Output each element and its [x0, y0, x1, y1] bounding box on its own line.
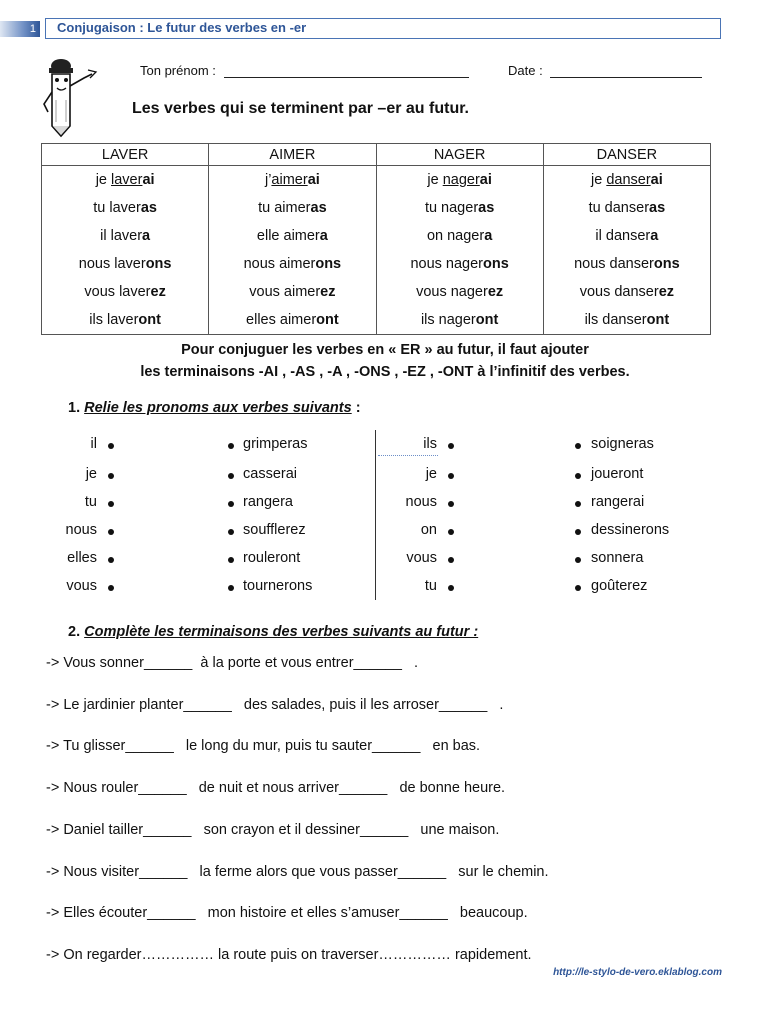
cell-prefix: ils nager — [420, 312, 476, 328]
cell-ending: a — [484, 228, 493, 244]
table-cell — [543, 194, 710, 222]
verb-left: rouleront — [243, 550, 301, 566]
table-row — [42, 278, 711, 306]
exercise-2-number: 2. — [68, 624, 81, 640]
exercise-sentence[interactable]: -> Daniel tailler______ son crayon et il dessiner______ une maison. — [46, 821, 500, 838]
table-row — [42, 250, 711, 278]
pencil-mascot-illustration — [40, 52, 98, 138]
cell-prefix: tu aimer — [258, 200, 311, 216]
cell-ending: as — [649, 200, 666, 216]
table-cell — [376, 278, 543, 306]
link-dot[interactable] — [575, 473, 581, 479]
verb-left: casserai — [243, 466, 297, 482]
link-dot[interactable] — [448, 585, 454, 591]
verb-left: grimperas — [243, 436, 308, 452]
cell-prefix: il laver — [100, 228, 143, 244]
cell-prefix: il danser — [595, 228, 651, 244]
table-cell — [209, 278, 376, 306]
cell-prefix: vous laver — [84, 284, 151, 300]
cell-prefix: vous nager — [416, 284, 488, 300]
verb-right: goûterez — [591, 578, 648, 594]
link-dot[interactable] — [228, 501, 234, 507]
exercise-sentence[interactable]: -> Le jardinier planter______ des salades, puis il les arroser______ . — [46, 696, 504, 713]
link-dot[interactable] — [228, 585, 234, 591]
link-dot[interactable] — [228, 443, 234, 449]
pronoun-left: vous — [66, 578, 97, 594]
link-dot[interactable] — [448, 501, 454, 507]
table-header: DANSER — [543, 144, 710, 166]
table-cell — [543, 166, 710, 195]
table-cell — [543, 250, 710, 278]
section-heading: Les verbes qui se terminent par –er au futur. — [132, 100, 469, 117]
cell-stem: aimer — [271, 172, 308, 188]
cell-ending: ai — [479, 172, 492, 188]
exercise-sentence[interactable]: -> Vous sonner______ à la porte et vous entrer______ . — [46, 655, 419, 671]
table-row — [42, 194, 711, 222]
cell-prefix: nous laver — [78, 256, 146, 272]
pronoun-left: il — [90, 436, 97, 452]
footer-url[interactable]: http://le-stylo-de-vero.eklablog.com — [553, 967, 722, 978]
rule-line-1: Pour conjuguer les verbes en « ER » au futur, il faut ajouter — [181, 342, 589, 358]
link-dot[interactable] — [575, 501, 581, 507]
cell-prefix: elle aimer — [256, 228, 320, 244]
cell-ending: ont — [138, 312, 161, 328]
cell-ending: ont — [316, 312, 339, 328]
table-cell — [543, 222, 710, 250]
link-dot[interactable] — [448, 529, 454, 535]
link-dot[interactable] — [108, 501, 114, 507]
date-label: Date : — [508, 63, 543, 78]
table-header: LAVER — [42, 144, 209, 166]
pronoun-left: je — [85, 466, 97, 482]
verb-right: sonnera — [591, 550, 644, 566]
cell-ending: a — [142, 228, 151, 244]
table-cell — [376, 306, 543, 335]
exercise-2-heading — [68, 624, 478, 640]
cell-ending: ai — [650, 172, 663, 188]
cell-prefix: tu danser — [588, 200, 650, 216]
exercise-2-instruction: Complète les terminaisons des verbes suivants au futur : — [84, 624, 479, 640]
link-dot[interactable] — [108, 443, 114, 449]
link-dot[interactable] — [575, 529, 581, 535]
table-cell — [209, 194, 376, 222]
cell-prefix: on nager — [426, 228, 485, 244]
verb-left: soufflerez — [243, 522, 306, 538]
table-cell — [543, 306, 710, 335]
link-dot[interactable] — [108, 529, 114, 535]
dotted-underline — [378, 455, 438, 456]
cell-prefix: tu nager — [424, 200, 479, 216]
table-cell — [209, 166, 376, 195]
conjugation-table — [41, 143, 711, 335]
cell-ending: as — [310, 200, 327, 216]
exercise-sentence[interactable]: -> Nous rouler______ de nuit et nous arriver______ de bonne heure. — [46, 780, 506, 797]
cell-prefix: nous danser — [574, 256, 654, 272]
table-cell — [376, 194, 543, 222]
link-dot[interactable] — [228, 557, 234, 563]
cell-prefix: je — [95, 172, 112, 188]
link-dot[interactable] — [448, 443, 454, 449]
cell-prefix: j’ — [264, 172, 272, 188]
cell-ending: as — [478, 200, 495, 216]
verb-right: rangerai — [591, 494, 645, 510]
cell-prefix: ils laver — [89, 312, 139, 328]
table-cell — [209, 306, 376, 335]
link-dot[interactable] — [108, 473, 114, 479]
verb-left: rangera — [243, 494, 293, 510]
date-line[interactable] — [550, 64, 702, 78]
cell-ending: ai — [142, 172, 155, 188]
cell-ending: ez — [150, 284, 166, 300]
cell-prefix: elles aimer — [246, 312, 317, 328]
cell-prefix: vous aimer — [249, 284, 321, 300]
table-cell — [376, 166, 543, 195]
pronoun-right: ils — [423, 436, 437, 452]
cell-ending: ez — [487, 284, 504, 300]
verb-left: tournerons — [243, 578, 313, 594]
table-header: AIMER — [209, 144, 376, 166]
cell-prefix: nous aimer — [243, 256, 316, 272]
pronoun-left: nous — [65, 522, 97, 538]
cell-ending: ons — [483, 256, 509, 272]
page-number: 1 — [0, 21, 40, 37]
link-dot[interactable] — [575, 585, 581, 591]
exercise-sentence[interactable]: -> Elles écouter______ mon histoire et elles s’amuser______ beaucoup. — [46, 905, 528, 922]
link-dot[interactable] — [448, 557, 454, 563]
table-cell — [376, 222, 543, 250]
table-cell — [42, 194, 209, 222]
firstname-label: Ton prénom : — [140, 63, 216, 78]
link-dot[interactable] — [448, 473, 454, 479]
link-dot[interactable] — [108, 585, 114, 591]
date-field[interactable] — [508, 63, 702, 78]
table-header: NAGER — [376, 144, 543, 166]
link-dot[interactable] — [108, 557, 114, 563]
exercise-1-instruction: Relie les pronoms aux verbes suivants — [84, 400, 352, 416]
pronoun-left: elles — [67, 550, 97, 566]
table-row — [42, 306, 711, 335]
table-cell — [42, 306, 209, 335]
verb-right: joueront — [591, 466, 644, 482]
cell-ending: ont — [646, 312, 670, 328]
pronoun-right: tu — [424, 578, 437, 594]
link-dot[interactable] — [575, 443, 581, 449]
cell-stem: danser — [606, 172, 651, 188]
link-dot[interactable] — [228, 529, 234, 535]
rule-line-2: les terminaisons -AI , -AS , -A , -ONS , -EZ , -ONT à l’infinitif des verbes. — [140, 364, 630, 380]
cell-stem: nager — [442, 172, 480, 188]
verb-right: soigneras — [591, 436, 654, 452]
cell-ending: as — [140, 200, 157, 216]
exercise-1-number: 1. — [68, 400, 81, 416]
pronoun-right: je — [425, 466, 437, 482]
exercise-sentence[interactable]: -> Tu glisser______ le long du mur, puis tu sauter______ en bas. — [46, 738, 481, 755]
cell-ending: ez — [320, 284, 336, 300]
link-dot[interactable] — [575, 557, 581, 563]
exercise-sentence[interactable]: -> On regarder…………… la route puis on traverser…………… rapidement. — [46, 946, 532, 963]
cell-ending: a — [319, 228, 328, 244]
verb-right: dessinerons — [591, 522, 670, 538]
table-cell — [42, 166, 209, 195]
cell-prefix: nous nager — [410, 256, 484, 272]
table-cell — [42, 278, 209, 306]
cell-ending: a — [650, 228, 659, 244]
pronoun-right: vous — [406, 550, 437, 566]
table-row — [42, 166, 711, 195]
firstname-line[interactable] — [224, 64, 469, 78]
pronoun-left: tu — [84, 494, 97, 510]
cell-prefix: je — [590, 172, 607, 188]
cell-ending: ez — [658, 284, 675, 300]
worksheet-title: Conjugaison : Le futur des verbes en -er — [45, 18, 721, 39]
cell-ending: ons — [315, 256, 342, 272]
link-dot[interactable] — [228, 473, 234, 479]
cell-prefix: ils danser — [584, 312, 647, 328]
table-cell — [543, 278, 710, 306]
firstname-field[interactable] — [140, 63, 469, 78]
cell-stem: laver — [111, 172, 143, 188]
cell-ending: ont — [475, 312, 499, 328]
cell-ending: ons — [145, 256, 172, 272]
cell-ending: ons — [653, 256, 680, 272]
column-divider — [375, 430, 376, 600]
table-cell — [42, 250, 209, 278]
table-row — [42, 222, 711, 250]
table-cell — [42, 222, 209, 250]
cell-prefix: je — [427, 172, 443, 188]
exercise-sentence[interactable]: -> Nous visiter______ la ferme alors que vous passer______ sur le chemin. — [46, 863, 549, 880]
exercise-1-colon: : — [351, 400, 361, 416]
pronoun-right: nous — [405, 494, 437, 510]
table-cell — [376, 250, 543, 278]
cell-prefix: vous danser — [579, 284, 659, 300]
cell-ending: ai — [307, 172, 320, 188]
table-cell — [209, 222, 376, 250]
cell-prefix: tu laver — [93, 200, 141, 216]
exercise-1-heading — [68, 400, 361, 416]
pronoun-right: on — [420, 522, 437, 538]
table-cell — [209, 250, 376, 278]
